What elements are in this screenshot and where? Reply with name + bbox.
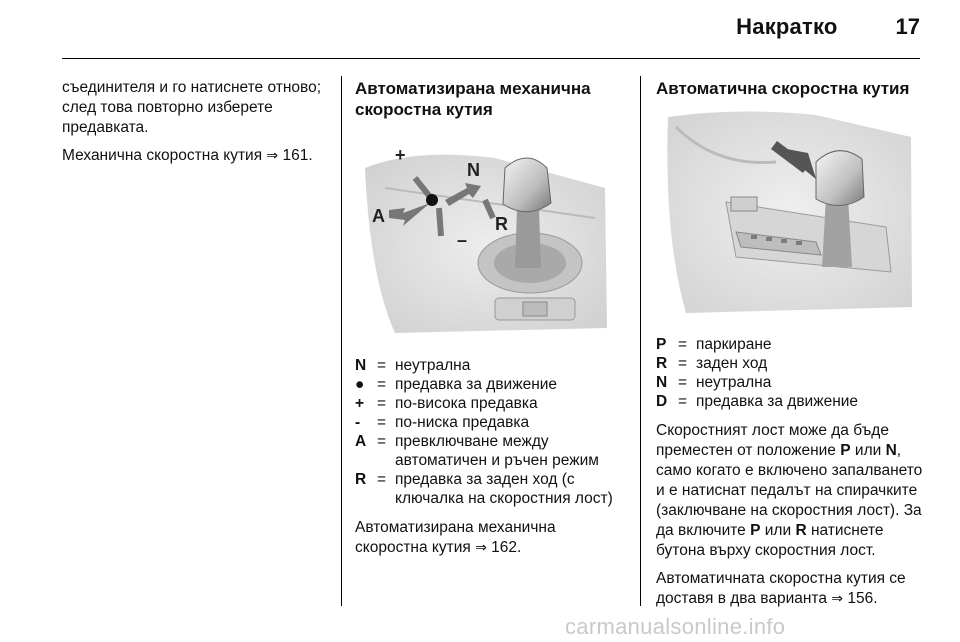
paragraph-amt-reference: Автоматизирана механична скоростна кутия ⇒ 162. [355, 519, 556, 556]
neutral-label: N [467, 160, 480, 180]
reverse-label: R [495, 214, 508, 234]
legend-table: P = паркиране R = заден ход N = неутрална D = предавка за движение [656, 336, 859, 410]
legend-table: N = неутрална ● = предавка за движение + = по-висока предавка - = по-ниска предавка A = превключване между автоматичен и ръчен режим R = предавка за заден ход (с ключалка на скоростния лост) [355, 357, 613, 507]
automatic-selector-illustration [656, 107, 918, 325]
page-number: 17 [895, 14, 920, 39]
column-divider-2 [640, 76, 641, 606]
page-reference-icon: ⇒ [266, 148, 279, 164]
page-reference[interactable]: 156. [847, 590, 878, 607]
paragraph-1: съединителя и го натиснете отново; след това повторно изберете предавката. [62, 79, 322, 136]
plus-label: + [395, 145, 406, 165]
a-label: A [372, 206, 385, 226]
paragraph-shift-lock: Скоростният лост може да бъде преместен от положение P или N, само когато е включено запалването и е натиснат педалът на спирачките (заключване на скоростния лост). За да включите P или R натиснете бутона върху скоростния лост. [656, 422, 923, 559]
page-reference[interactable]: 161. [282, 147, 313, 164]
column-2 [355, 78, 630, 566]
column-divider-1 [341, 76, 342, 606]
header-rule [62, 58, 920, 59]
page-reference-icon: ⇒ [831, 591, 844, 607]
page-header [736, 14, 920, 40]
paragraph-2: Механична скоростна кутия ⇒ 161. [62, 147, 313, 164]
column-3 [656, 78, 928, 617]
watermark: carmanualsonline.info [565, 614, 786, 639]
minus-label: – [457, 230, 468, 250]
gear-selector-illustration [355, 128, 617, 346]
page-reference[interactable]: 162. [491, 539, 522, 556]
section-heading: Автоматизирана механична скоростна кутия [355, 79, 591, 119]
column-1 [62, 78, 332, 174]
page-reference-icon: ⇒ [475, 540, 487, 556]
section-heading: Автоматична скоростна кутия [656, 79, 910, 98]
paragraph-variants: Автоматичната скоростна кутия се доставя в два варианта ⇒ 156. [656, 570, 906, 607]
section-title: Накратко [736, 14, 838, 39]
